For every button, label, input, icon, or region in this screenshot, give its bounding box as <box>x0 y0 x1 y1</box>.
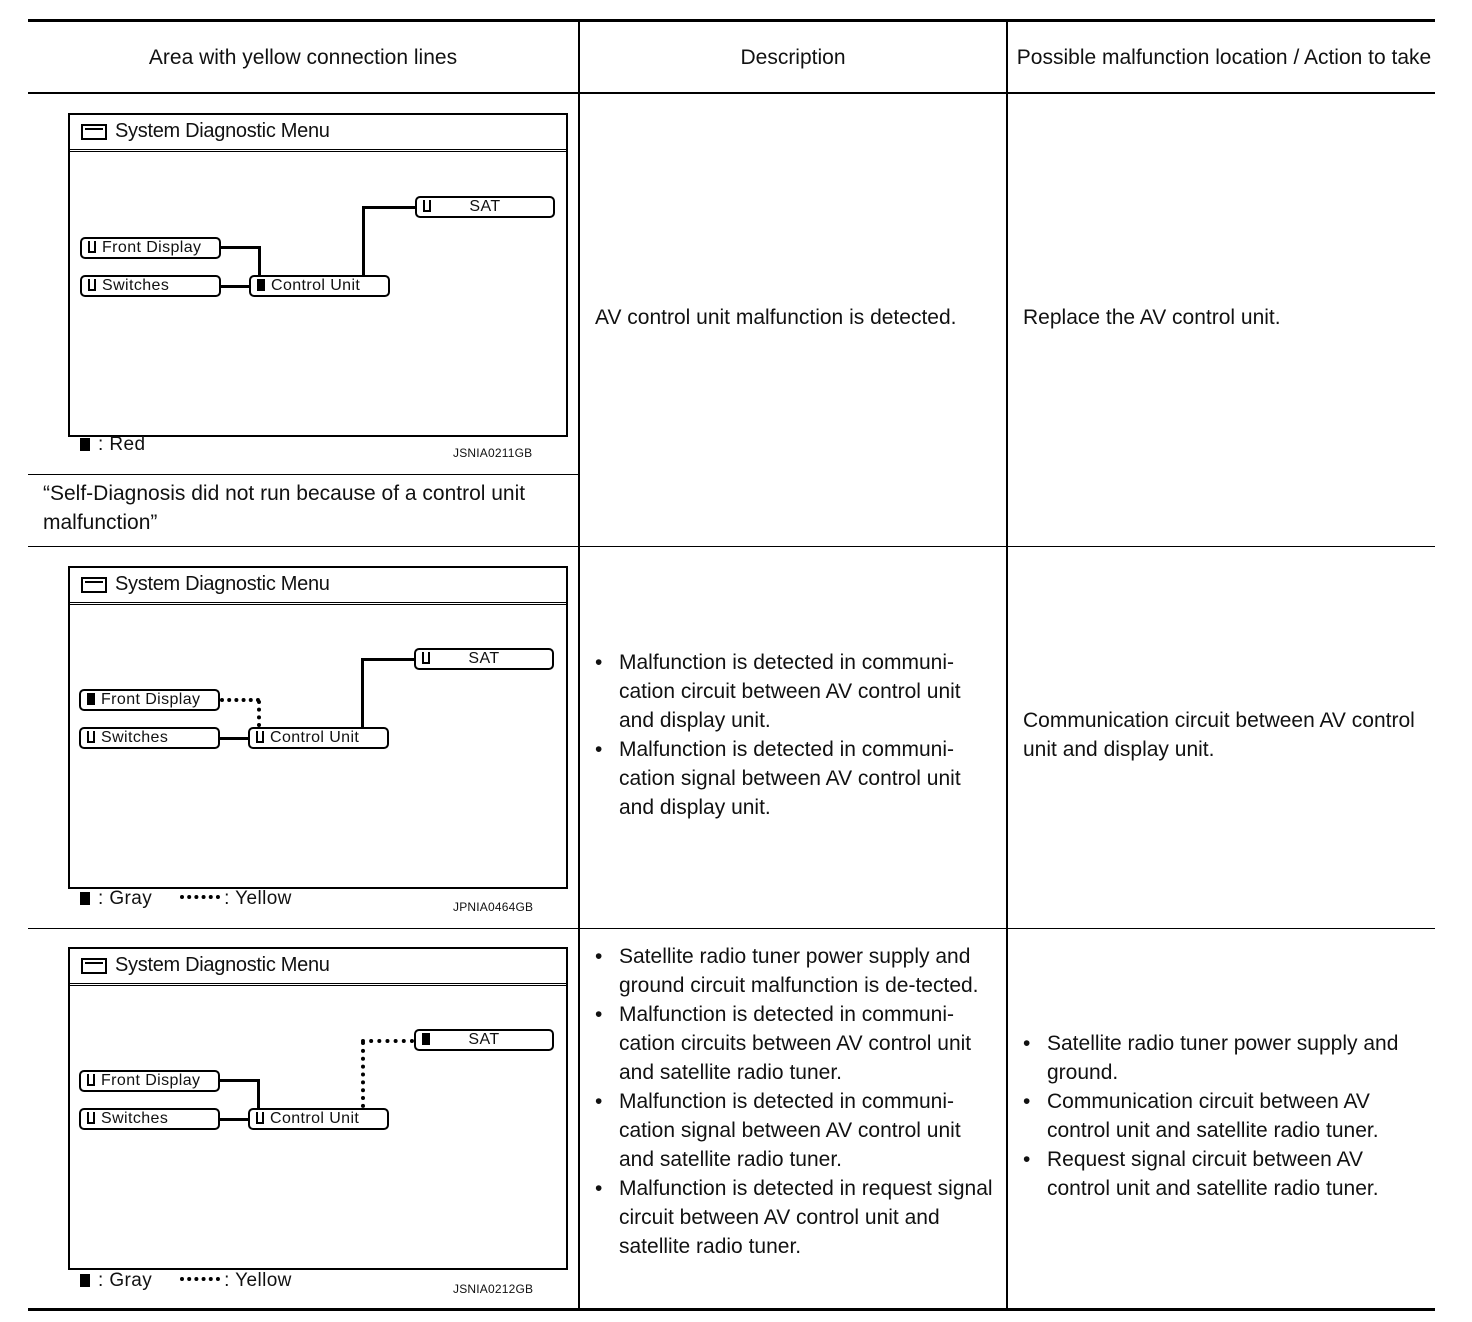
legend-solid-label: : Red <box>98 434 146 455</box>
node-sat: SAT <box>415 196 555 218</box>
row-1-description: AV control unit malfunction is detected. <box>595 306 957 329</box>
node-front-display: Front Display <box>79 1070 220 1092</box>
line-switches <box>221 285 249 288</box>
figure-id-3: JSNIA0212GB <box>453 1282 534 1296</box>
row-2-action: Communication circuit between AV control unit and display unit. <box>1023 709 1415 761</box>
column-divider-2 <box>1006 20 1008 1310</box>
screen-title: System Diagnostic Menu <box>115 954 330 976</box>
list-item: • Malfunction is detected in communi-cation circuits between AV control unit and satellite radio tuner. <box>595 1000 1000 1087</box>
node-control-unit: Control Unit <box>248 727 389 749</box>
line-sat <box>361 658 364 727</box>
line-front-display <box>258 246 261 276</box>
list-item: • Malfunction is detected in request signal circuit between AV control unit and satellite radio tuner. <box>595 1174 1000 1261</box>
legend-solid-swatch <box>80 892 90 905</box>
legend-solid-label: : Gray <box>98 888 153 909</box>
list-item: • Malfunction is detected in communi-cation signal between AV control unit and satellite radio tuner. <box>595 1087 1000 1174</box>
diagnostic-screen-3 <box>68 947 568 1270</box>
list-item: • Malfunction is detected in communi-cation circuit between AV control unit and display unit. <box>595 648 1000 735</box>
status-marker <box>256 1112 264 1124</box>
node-sat: SAT <box>414 1029 554 1051</box>
dotted-line-front-display <box>257 700 261 727</box>
line-sat <box>362 206 365 275</box>
node-front-display: Front Display <box>80 237 221 259</box>
legend-3 <box>80 1270 292 1292</box>
row-2-bottom-rule <box>28 928 1435 929</box>
line-front-display <box>221 246 260 249</box>
dotted-line-front-display <box>220 698 260 702</box>
menu-icon <box>81 577 107 593</box>
list-item: • Request signal circuit between AV control unit and satellite radio tuner. <box>1023 1145 1428 1203</box>
row-3-action-list <box>1023 1029 1428 1203</box>
diagnostic-screen-2 <box>68 566 568 889</box>
caption-divider <box>28 474 578 475</box>
row-2-description-list <box>595 648 1000 822</box>
menu-icon <box>81 958 107 974</box>
node-control-unit: Control Unit <box>249 275 390 297</box>
list-item: • Satellite radio tuner power supply and ground. <box>1023 1029 1428 1087</box>
table-bottom-rule <box>28 1308 1435 1311</box>
header-bottom-rule <box>28 92 1435 94</box>
line-switches <box>220 737 248 740</box>
line-front-display <box>257 1079 260 1109</box>
node-switches: Switches <box>80 275 221 297</box>
status-marker <box>87 731 95 743</box>
legend-solid-label: : Gray <box>98 1270 153 1291</box>
legend-1 <box>80 434 145 456</box>
screen-title-bar <box>70 568 566 605</box>
list-item: • Communication circuit between AV control unit and satellite radio tuner. <box>1023 1087 1428 1145</box>
legend-dotted-label: : Yellow <box>224 888 292 909</box>
legend-dotted-swatch <box>180 1277 220 1281</box>
legend-solid-swatch <box>80 1274 90 1287</box>
line-sat <box>362 206 415 209</box>
node-switches: Switches <box>79 727 220 749</box>
list-item: • Satellite radio tuner power supply and ground circuit malfunction is de-tected. <box>595 942 1000 1000</box>
status-marker-filled <box>87 693 95 705</box>
list-item: • Malfunction is detected in communi-cation signal between AV control unit and display unit. <box>595 735 1000 822</box>
header-area: Area with yellow connection lines <box>148 45 458 69</box>
dotted-line-sat <box>361 1039 414 1043</box>
legend-dotted-label: : Yellow <box>224 1270 292 1291</box>
status-marker <box>88 279 96 291</box>
node-sat: SAT <box>414 648 554 670</box>
header-action: Possible malfunction location / Action to take <box>1016 45 1432 69</box>
line-switches <box>220 1118 248 1121</box>
line-sat <box>361 658 414 661</box>
status-marker <box>87 1112 95 1124</box>
screen-title: System Diagnostic Menu <box>115 120 330 142</box>
figure-id-2: JPNIA0464GB <box>453 900 534 914</box>
legend-2 <box>80 888 292 910</box>
row-1-caption: “Self-Diagnosis did not run because of a control unit malfunction” <box>43 482 526 534</box>
screen-title: System Diagnostic Menu <box>115 573 330 595</box>
screen-title-bar <box>70 949 566 986</box>
status-marker <box>88 241 96 253</box>
dotted-line-sat <box>361 1041 365 1108</box>
legend-solid-swatch <box>80 438 90 451</box>
line-front-display <box>220 1079 259 1082</box>
status-marker <box>87 1074 95 1086</box>
menu-icon <box>81 124 107 140</box>
node-front-display: Front Display <box>79 689 220 711</box>
row-1-action: Replace the AV control unit. <box>1023 306 1281 329</box>
node-switches: Switches <box>79 1108 220 1130</box>
header-description: Description <box>740 45 846 69</box>
diagnostic-screen-1 <box>68 113 568 437</box>
screen-title-bar <box>70 115 566 152</box>
legend-dotted-swatch <box>180 895 220 899</box>
status-marker-filled <box>257 279 265 291</box>
figure-id-1: JSNIA0211GB <box>453 446 533 460</box>
node-control-unit: Control Unit <box>248 1108 389 1130</box>
row-1-bottom-rule <box>28 546 1435 547</box>
status-marker <box>256 731 264 743</box>
row-3-description-list <box>595 942 1000 1261</box>
column-divider-1 <box>578 20 580 1310</box>
